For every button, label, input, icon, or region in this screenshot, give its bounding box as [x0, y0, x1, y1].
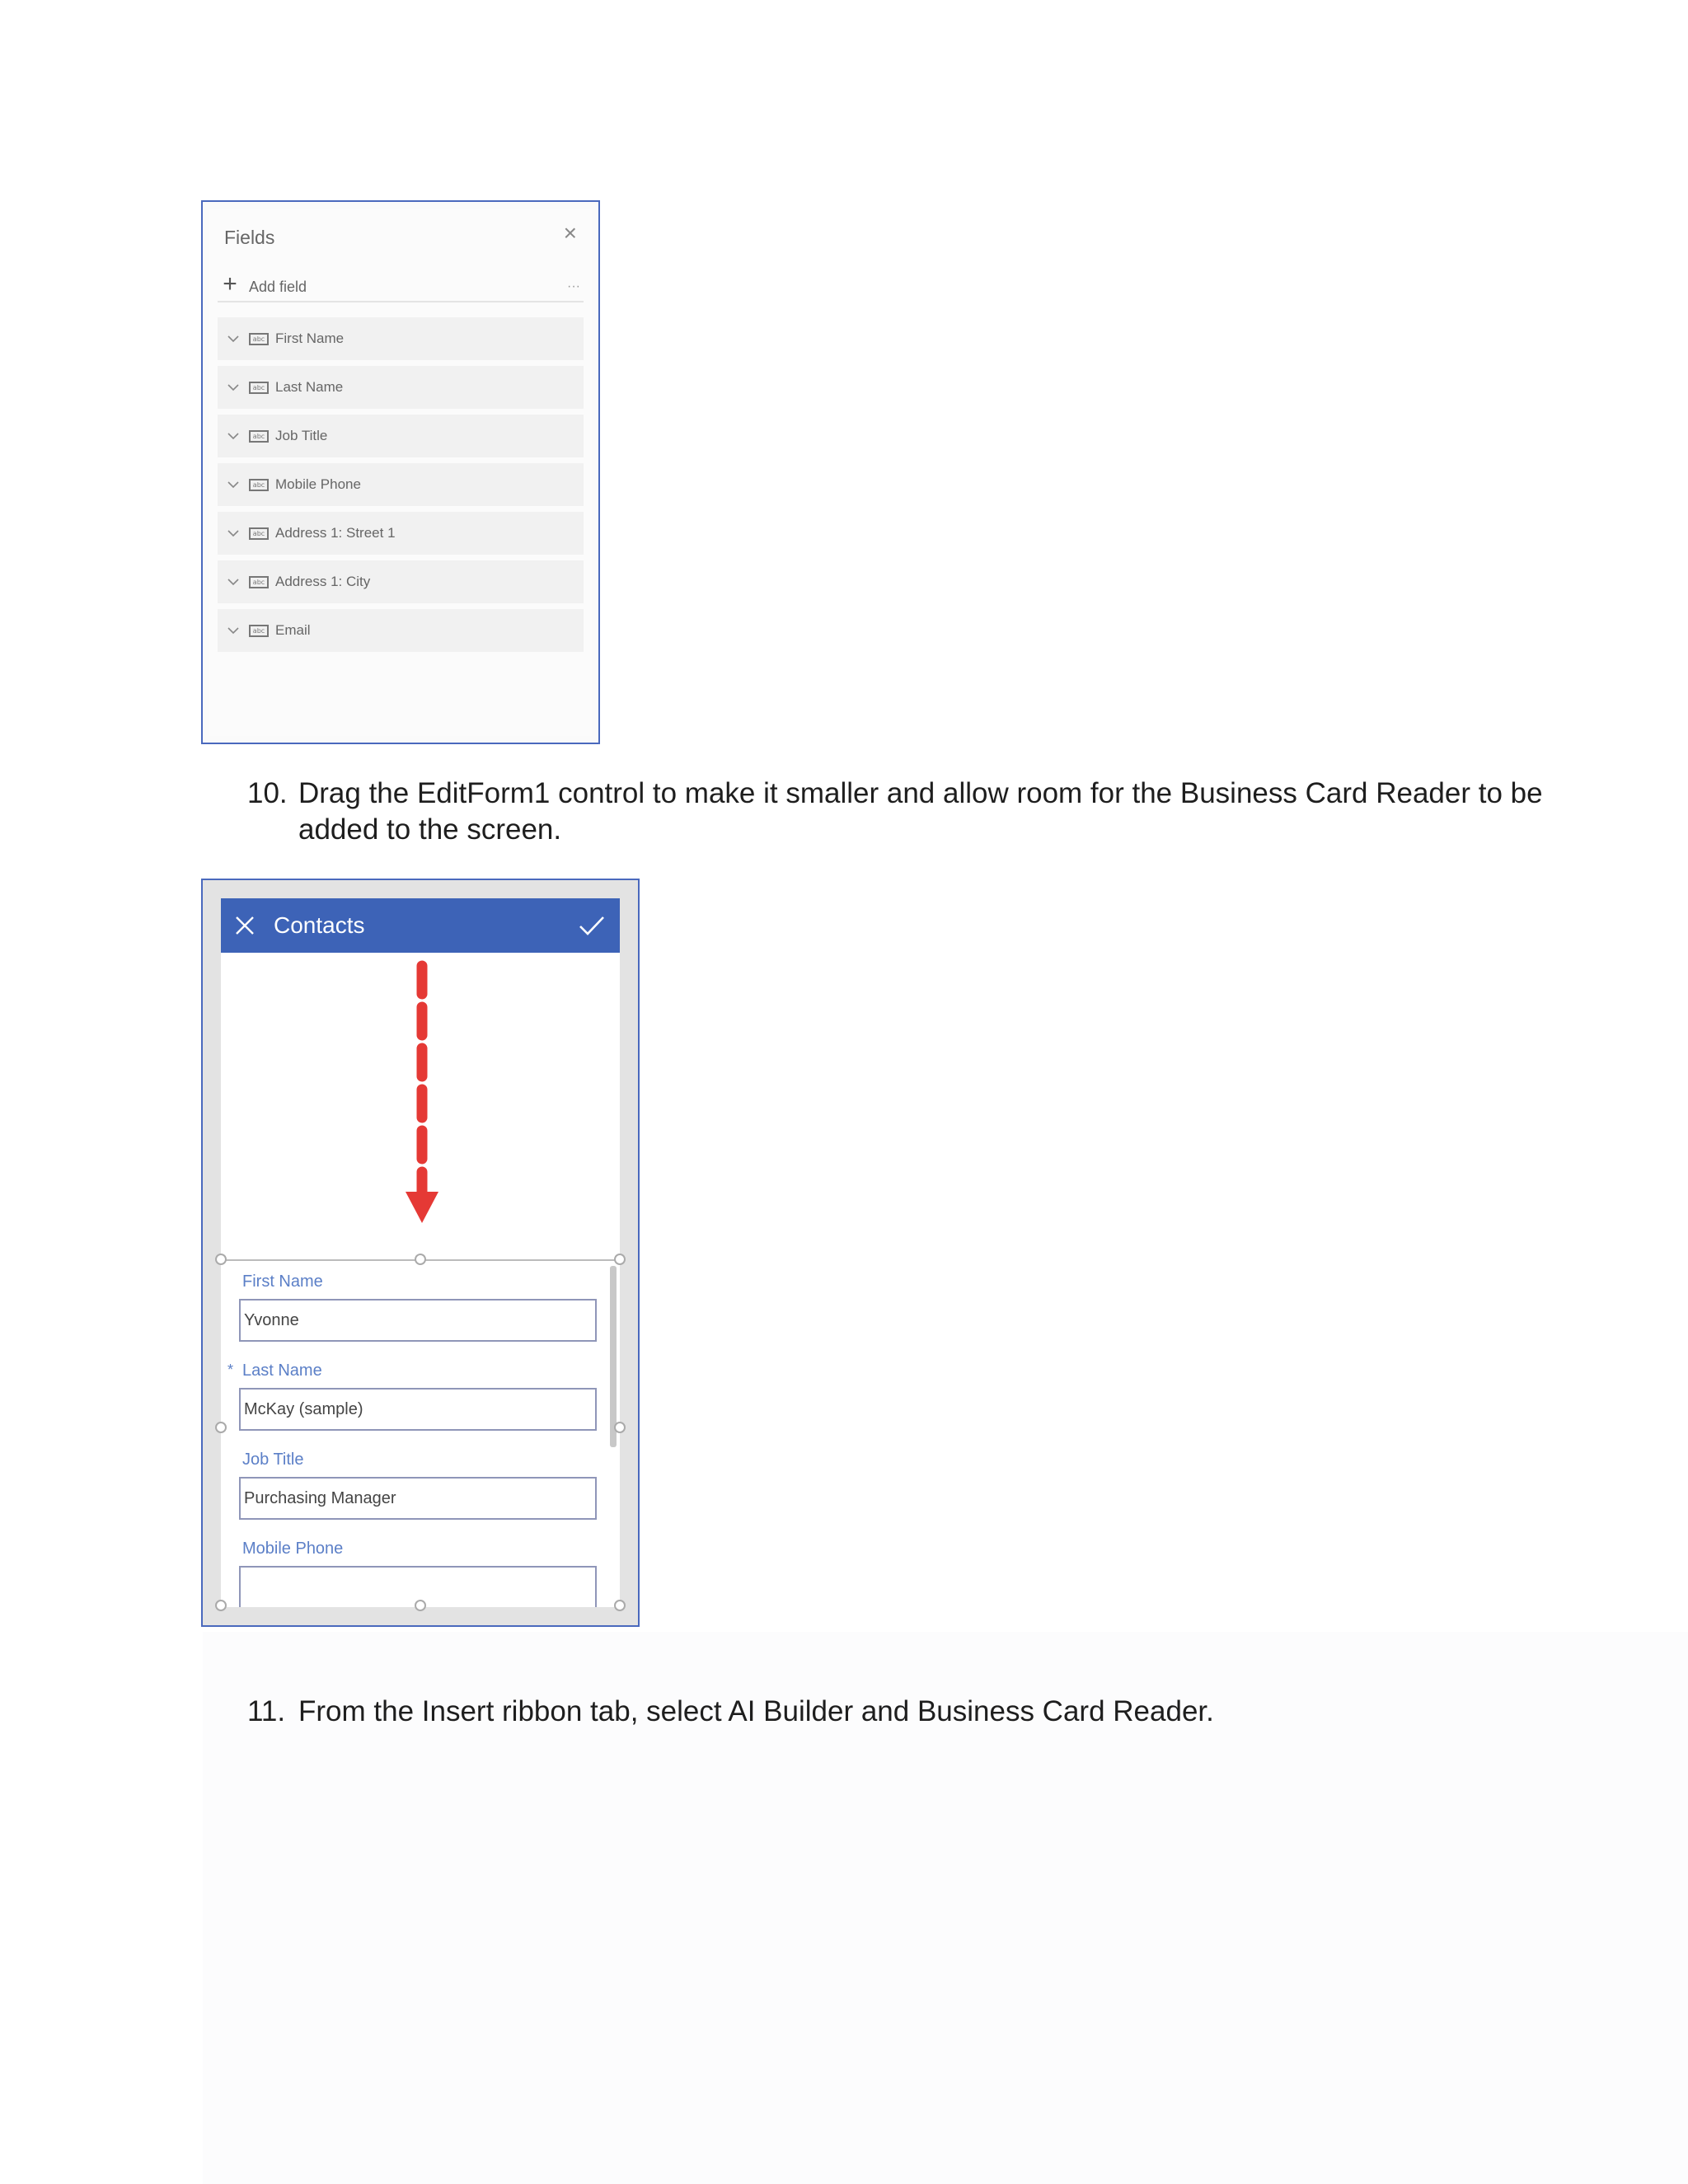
- contacts-header: [221, 898, 620, 953]
- field-item-address-street[interactable]: [218, 512, 584, 555]
- text-field-icon: abc: [249, 479, 269, 491]
- field-item-mobile-phone[interactable]: [218, 463, 584, 506]
- field-item-label: Job Title: [275, 428, 328, 443]
- fields-panel: [209, 209, 592, 736]
- field-item-last-name[interactable]: [218, 366, 584, 409]
- edit-form[interactable]: [221, 1259, 620, 1607]
- required-marker: *: [227, 1361, 234, 1378]
- mobile-phone-label: Mobile Phone: [242, 1540, 344, 1558]
- chevron-down-icon[interactable]: [223, 579, 244, 586]
- checkmark-icon[interactable]: [579, 915, 605, 936]
- chevron-down-icon[interactable]: [223, 481, 244, 489]
- resize-handle-bottom-right[interactable]: [614, 1600, 626, 1611]
- arrow-down-icon: [221, 953, 620, 1259]
- screen-title: Contacts: [274, 912, 365, 938]
- empty-space-area: [221, 953, 620, 1259]
- text-field-icon: abc: [249, 527, 269, 540]
- step-number: 11.: [247, 1695, 286, 1727]
- resize-handle-bottom-left[interactable]: [215, 1600, 227, 1611]
- chevron-down-icon[interactable]: [223, 530, 244, 537]
- form-scrollbar[interactable]: [610, 1266, 617, 1447]
- job-title-input[interactable]: Purchasing Manager: [239, 1477, 597, 1520]
- chevron-down-icon[interactable]: [223, 433, 244, 440]
- field-item-first-name[interactable]: [218, 317, 584, 360]
- resize-handle-right[interactable]: [614, 1422, 626, 1433]
- field-item-label: Last Name: [275, 379, 344, 395]
- field-item-label: First Name: [275, 330, 345, 346]
- chevron-down-icon[interactable]: [223, 384, 244, 391]
- text-field-icon: abc: [249, 625, 269, 637]
- fields-panel-title: Fields: [224, 227, 275, 248]
- resize-handle-top-right[interactable]: [614, 1254, 626, 1265]
- resize-handle-top-left[interactable]: [215, 1254, 227, 1265]
- chevron-down-icon[interactable]: [223, 627, 244, 635]
- step-text: Drag the EditForm1 control to make it smaller and allow room for the Business Card Reader to be added to the screen.: [298, 777, 1543, 846]
- more-options-icon[interactable]: ···: [567, 279, 580, 293]
- fields-panel-screenshot: [201, 200, 600, 744]
- first-name-label: First Name: [242, 1272, 323, 1291]
- add-field-label: Add field: [249, 278, 307, 295]
- text-field-icon: abc: [249, 333, 269, 345]
- field-item-job-title[interactable]: [218, 415, 584, 457]
- field-item-address-city[interactable]: [218, 560, 584, 603]
- resize-handle-bottom[interactable]: [415, 1600, 426, 1611]
- field-item-label: Address 1: Street 1: [275, 525, 396, 541]
- add-field-button[interactable]: [218, 270, 584, 302]
- chevron-down-icon[interactable]: [223, 335, 244, 343]
- field-item-label: Email: [275, 622, 311, 638]
- last-name-label: Last Name: [242, 1361, 322, 1380]
- step-number: 10.: [247, 777, 288, 809]
- close-icon[interactable]: [234, 915, 260, 936]
- field-list: [218, 317, 584, 658]
- resize-handle-left[interactable]: [215, 1422, 227, 1433]
- first-name-input[interactable]: Yvonne: [239, 1299, 597, 1342]
- text-field-icon: abc: [249, 430, 269, 443]
- field-item-label: Address 1: City: [275, 574, 371, 589]
- field-item-email[interactable]: [218, 609, 584, 652]
- step-text: From the Insert ribbon tab, select AI Builder and Business Card Reader.: [298, 1695, 1214, 1727]
- job-title-label: Job Title: [242, 1451, 304, 1469]
- text-field-icon: abc: [249, 382, 269, 394]
- close-icon[interactable]: ×: [563, 220, 577, 246]
- last-name-input[interactable]: McKay (sample): [239, 1388, 597, 1431]
- text-field-icon: abc: [249, 576, 269, 588]
- contacts-screen-screenshot: [201, 879, 640, 1627]
- resize-handle-top[interactable]: [415, 1254, 426, 1265]
- plus-icon: +: [223, 270, 237, 298]
- field-item-label: Mobile Phone: [275, 476, 361, 492]
